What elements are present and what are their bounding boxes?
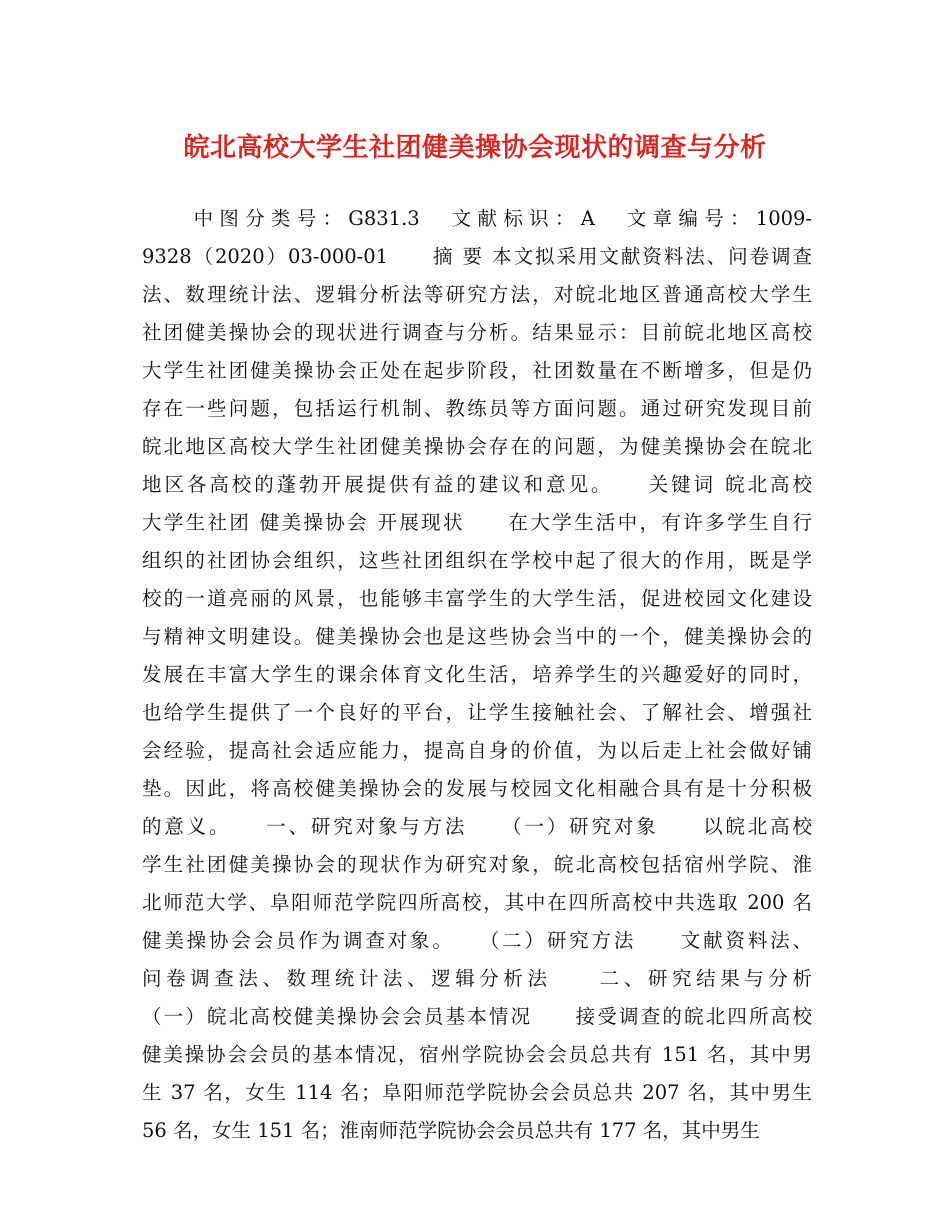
body-line: 皖北地区高校大学生社团健美操协会存在的问题，为健美操协会在皖北 bbox=[142, 435, 812, 458]
body-line: 北师范大学、阜阳师范学院四所高校，其中在四所高校中共选取 200 名 bbox=[142, 891, 812, 914]
body-line: 地区各高校的蓬勃开展提供有益的建议和意见。 关键词 皖北高校 bbox=[142, 473, 812, 496]
body-line: 校的一道亮丽的风景，也能够丰富学生的大学生活，促进校园文化建设 bbox=[142, 587, 812, 610]
body-line: 大学生社团健美操协会正处在起步阶段，社团数量在不断增多，但是仍 bbox=[142, 359, 812, 382]
body-line: 9328（2020）03-000-01 摘 要 本文拟采用文献资料法、问卷调查 bbox=[142, 245, 812, 268]
body-line: 社团健美操协会的现状进行调查与分析。结果显示：目前皖北地区高校 bbox=[142, 321, 812, 344]
body-line: （一）皖北高校健美操协会会员基本情况 接受调查的皖北四所高校 bbox=[142, 1005, 812, 1028]
body-line: 健美操协会会员作为调查对象。 （二）研究方法 文献资料法、 bbox=[142, 929, 812, 952]
body-line: 中图分类号：G831.3 文献标识：A 文章编号：1009- bbox=[142, 207, 812, 230]
body-line: 的意义。 一、研究对象与方法 （一）研究对象 以皖北高校 bbox=[142, 815, 812, 838]
body-line: 大学生社团 健美操协会 开展现状 在大学生活中，有许多学生自行 bbox=[142, 511, 812, 534]
body-line: 问卷调查法、数理统计法、逻辑分析法 二、研究结果与分析 bbox=[142, 967, 812, 990]
document-body bbox=[142, 200, 812, 1150]
body-line: 组织的社团协会组织，这些社团组织在学校中起了很大的作用，既是学 bbox=[142, 549, 812, 572]
body-line: 生 37 名，女生 114 名；阜阳师范学院协会会员总共 207 名，其中男生 bbox=[142, 1081, 812, 1104]
body-line: 法、数理统计法、逻辑分析法等研究方法，对皖北地区普通高校大学生 bbox=[142, 283, 812, 306]
body-line: 健美操协会会员的基本情况，宿州学院协会会员总共有 151 名，其中男 bbox=[142, 1043, 812, 1066]
body-line: 与精神文明建设。健美操协会也是这些协会当中的一个，健美操协会的 bbox=[142, 625, 812, 648]
body-line: 会经验，提高社会适应能力，提高自身的价值，为以后走上社会做好铺 bbox=[142, 739, 812, 762]
body-line: 发展在丰富大学生的课余体育文化生活，培养学生的兴趣爱好的同时， bbox=[142, 663, 812, 686]
body-line: 也给学生提供了一个良好的平台，让学生接触社会、了解社会、增强社 bbox=[142, 701, 812, 724]
body-line: 学生社团健美操协会的现状作为研究对象，皖北高校包括宿州学院、淮 bbox=[142, 853, 812, 876]
body-line: 56 名，女生 151 名；淮南师范学院协会会员总共有 177 名，其中男生 bbox=[142, 1119, 760, 1142]
body-line: 存在一些问题，包括运行机制、教练员等方面问题。通过研究发现目前 bbox=[142, 397, 812, 420]
document-title: 皖北高校大学生社团健美操协会现状的调查与分析 bbox=[183, 133, 767, 163]
body-line: 垫。因此，将高校健美操协会的发展与校园文化相融合具有是十分积极 bbox=[142, 777, 812, 800]
